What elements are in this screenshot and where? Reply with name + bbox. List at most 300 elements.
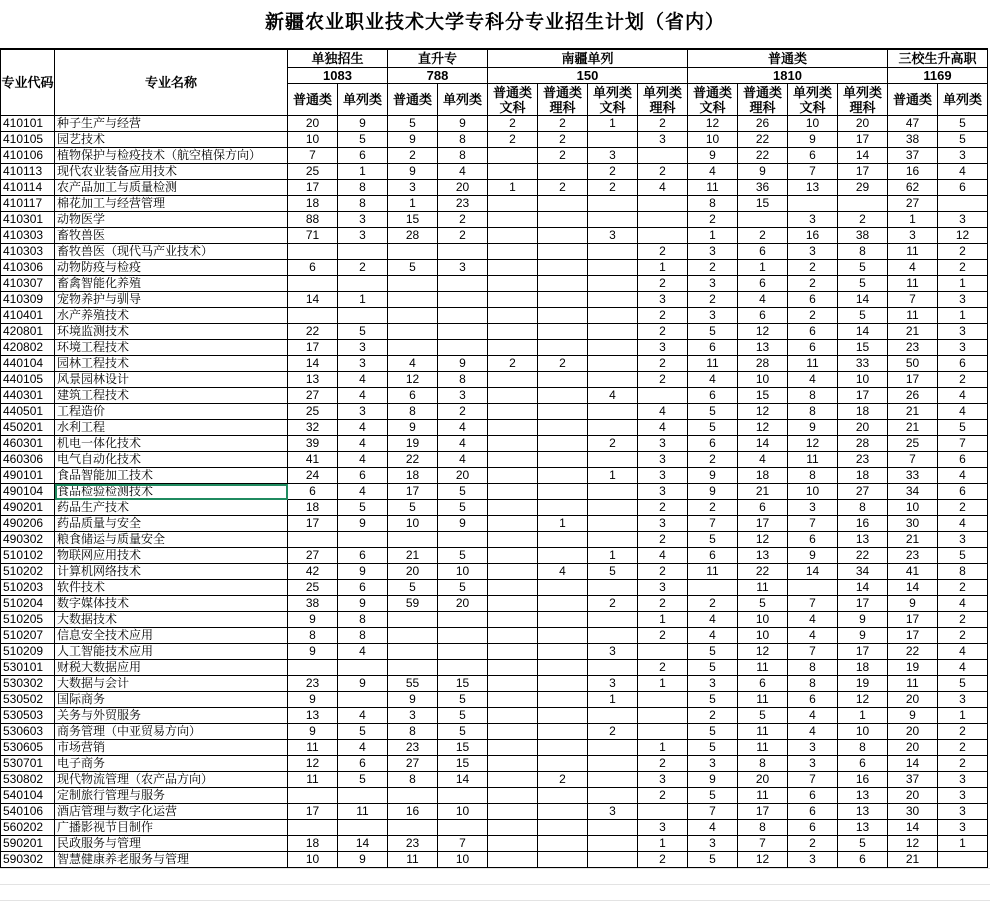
value-cell[interactable]: 4 bbox=[638, 404, 688, 420]
value-cell[interactable] bbox=[538, 276, 588, 292]
value-cell[interactable]: 8 bbox=[388, 724, 438, 740]
value-cell[interactable] bbox=[388, 628, 438, 644]
value-cell[interactable]: 2 bbox=[538, 356, 588, 372]
value-cell[interactable] bbox=[488, 676, 538, 692]
major-code-cell[interactable]: 410309 bbox=[1, 292, 55, 308]
value-cell[interactable]: 11 bbox=[338, 804, 388, 820]
value-cell[interactable] bbox=[388, 788, 438, 804]
value-cell[interactable] bbox=[438, 244, 488, 260]
value-cell[interactable] bbox=[588, 404, 638, 420]
value-cell[interactable]: 2 bbox=[588, 164, 638, 180]
value-cell[interactable]: 5 bbox=[938, 676, 988, 692]
value-cell[interactable]: 7 bbox=[938, 436, 988, 452]
value-cell[interactable] bbox=[488, 196, 538, 212]
value-cell[interactable]: 8 bbox=[788, 660, 838, 676]
value-cell[interactable] bbox=[488, 772, 538, 788]
value-cell[interactable]: 6 bbox=[788, 788, 838, 804]
major-name-cell[interactable]: 园林工程技术 bbox=[55, 356, 288, 372]
value-cell[interactable] bbox=[938, 196, 988, 212]
value-cell[interactable]: 13 bbox=[788, 180, 838, 196]
value-cell[interactable]: 37 bbox=[888, 772, 938, 788]
value-cell[interactable] bbox=[538, 644, 588, 660]
major-code-cell[interactable]: 410306 bbox=[1, 260, 55, 276]
value-cell[interactable]: 2 bbox=[438, 404, 488, 420]
value-cell[interactable] bbox=[538, 308, 588, 324]
value-cell[interactable]: 9 bbox=[288, 612, 338, 628]
value-cell[interactable]: 7 bbox=[788, 644, 838, 660]
header-group[interactable]: 南疆单列 bbox=[488, 49, 688, 68]
value-cell[interactable] bbox=[488, 692, 538, 708]
value-cell[interactable]: 12 bbox=[738, 324, 788, 340]
value-cell[interactable] bbox=[488, 420, 538, 436]
major-name-cell[interactable]: 粮食储运与质量安全 bbox=[55, 532, 288, 548]
value-cell[interactable]: 2 bbox=[488, 132, 538, 148]
value-cell[interactable]: 2 bbox=[538, 148, 588, 164]
value-cell[interactable]: 17 bbox=[288, 516, 338, 532]
major-name-cell[interactable]: 环境监测技术 bbox=[55, 324, 288, 340]
value-cell[interactable]: 7 bbox=[688, 516, 738, 532]
value-cell[interactable] bbox=[488, 292, 538, 308]
value-cell[interactable]: 9 bbox=[338, 852, 388, 868]
value-cell[interactable]: 11 bbox=[388, 852, 438, 868]
value-cell[interactable]: 4 bbox=[338, 708, 388, 724]
value-cell[interactable]: 6 bbox=[938, 356, 988, 372]
value-cell[interactable] bbox=[588, 756, 638, 772]
value-cell[interactable]: 9 bbox=[338, 676, 388, 692]
value-cell[interactable]: 59 bbox=[388, 596, 438, 612]
value-cell[interactable]: 14 bbox=[838, 148, 888, 164]
value-cell[interactable] bbox=[438, 292, 488, 308]
value-cell[interactable] bbox=[538, 660, 588, 676]
value-cell[interactable]: 6 bbox=[788, 820, 838, 836]
value-cell[interactable]: 9 bbox=[788, 548, 838, 564]
value-cell[interactable]: 4 bbox=[938, 388, 988, 404]
value-cell[interactable]: 15 bbox=[438, 740, 488, 756]
major-name-cell[interactable]: 药品生产技术 bbox=[55, 500, 288, 516]
value-cell[interactable]: 5 bbox=[938, 420, 988, 436]
value-cell[interactable]: 2 bbox=[438, 212, 488, 228]
value-cell[interactable]: 39 bbox=[288, 436, 338, 452]
major-code-cell[interactable]: 460306 bbox=[1, 452, 55, 468]
value-cell[interactable] bbox=[488, 580, 538, 596]
value-cell[interactable]: 4 bbox=[438, 452, 488, 468]
value-cell[interactable]: 17 bbox=[838, 388, 888, 404]
value-cell[interactable]: 16 bbox=[838, 772, 888, 788]
value-cell[interactable]: 18 bbox=[288, 196, 338, 212]
header-group-total[interactable]: 788 bbox=[388, 68, 488, 84]
value-cell[interactable]: 8 bbox=[388, 404, 438, 420]
value-cell[interactable]: 7 bbox=[788, 164, 838, 180]
value-cell[interactable]: 12 bbox=[688, 116, 738, 132]
value-cell[interactable]: 3 bbox=[938, 532, 988, 548]
value-cell[interactable]: 5 bbox=[688, 724, 738, 740]
major-code-cell[interactable]: 410401 bbox=[1, 308, 55, 324]
value-cell[interactable]: 5 bbox=[338, 724, 388, 740]
value-cell[interactable] bbox=[588, 260, 638, 276]
value-cell[interactable] bbox=[488, 324, 538, 340]
major-name-cell[interactable]: 民政服务与管理 bbox=[55, 836, 288, 852]
value-cell[interactable]: 13 bbox=[288, 372, 338, 388]
major-code-cell[interactable]: 540106 bbox=[1, 804, 55, 820]
major-code-cell[interactable]: 530502 bbox=[1, 692, 55, 708]
value-cell[interactable]: 1 bbox=[938, 708, 988, 724]
value-cell[interactable]: 8 bbox=[788, 468, 838, 484]
major-name-cell[interactable]: 畜禽智能化养殖 bbox=[55, 276, 288, 292]
major-code-cell[interactable]: 540104 bbox=[1, 788, 55, 804]
value-cell[interactable]: 3 bbox=[788, 756, 838, 772]
value-cell[interactable]: 17 bbox=[838, 596, 888, 612]
value-cell[interactable]: 10 bbox=[788, 116, 838, 132]
value-cell[interactable]: 15 bbox=[838, 340, 888, 356]
value-cell[interactable]: 9 bbox=[688, 772, 738, 788]
value-cell[interactable]: 20 bbox=[288, 116, 338, 132]
value-cell[interactable]: 3 bbox=[638, 132, 688, 148]
major-code-cell[interactable]: 490302 bbox=[1, 532, 55, 548]
major-code-cell[interactable]: 410106 bbox=[1, 148, 55, 164]
major-code-cell[interactable]: 450201 bbox=[1, 420, 55, 436]
value-cell[interactable] bbox=[588, 484, 638, 500]
value-cell[interactable] bbox=[638, 804, 688, 820]
value-cell[interactable]: 3 bbox=[888, 228, 938, 244]
value-cell[interactable]: 5 bbox=[688, 420, 738, 436]
value-cell[interactable]: 16 bbox=[888, 164, 938, 180]
value-cell[interactable] bbox=[538, 724, 588, 740]
value-cell[interactable] bbox=[538, 468, 588, 484]
value-cell[interactable]: 20 bbox=[838, 116, 888, 132]
value-cell[interactable] bbox=[788, 580, 838, 596]
major-code-cell[interactable]: 530302 bbox=[1, 676, 55, 692]
major-code-cell[interactable]: 530503 bbox=[1, 708, 55, 724]
value-cell[interactable] bbox=[488, 260, 538, 276]
value-cell[interactable] bbox=[388, 820, 438, 836]
value-cell[interactable]: 9 bbox=[288, 644, 338, 660]
value-cell[interactable]: 29 bbox=[838, 180, 888, 196]
value-cell[interactable]: 4 bbox=[638, 420, 688, 436]
value-cell[interactable] bbox=[538, 612, 588, 628]
value-cell[interactable] bbox=[488, 804, 538, 820]
value-cell[interactable] bbox=[938, 852, 988, 868]
value-cell[interactable]: 4 bbox=[688, 628, 738, 644]
value-cell[interactable]: 8 bbox=[838, 500, 888, 516]
empty-grid-area[interactable] bbox=[0, 868, 990, 903]
header-subtype[interactable]: 普通类文科 bbox=[688, 84, 738, 116]
value-cell[interactable]: 4 bbox=[688, 612, 738, 628]
value-cell[interactable]: 50 bbox=[888, 356, 938, 372]
value-cell[interactable] bbox=[538, 164, 588, 180]
value-cell[interactable]: 12 bbox=[738, 852, 788, 868]
value-cell[interactable]: 14 bbox=[838, 292, 888, 308]
header-group-total[interactable]: 150 bbox=[488, 68, 688, 84]
value-cell[interactable]: 20 bbox=[438, 596, 488, 612]
major-name-cell[interactable]: 畜牧兽医 bbox=[55, 228, 288, 244]
value-cell[interactable]: 5 bbox=[388, 500, 438, 516]
major-code-cell[interactable]: 590302 bbox=[1, 852, 55, 868]
value-cell[interactable]: 2 bbox=[588, 180, 638, 196]
value-cell[interactable]: 36 bbox=[738, 180, 788, 196]
value-cell[interactable]: 11 bbox=[788, 356, 838, 372]
value-cell[interactable]: 9 bbox=[338, 596, 388, 612]
value-cell[interactable]: 11 bbox=[688, 356, 738, 372]
value-cell[interactable]: 6 bbox=[838, 756, 888, 772]
value-cell[interactable]: 1 bbox=[888, 212, 938, 228]
value-cell[interactable]: 3 bbox=[938, 212, 988, 228]
value-cell[interactable] bbox=[488, 836, 538, 852]
value-cell[interactable]: 12 bbox=[788, 436, 838, 452]
value-cell[interactable]: 21 bbox=[388, 548, 438, 564]
value-cell[interactable] bbox=[638, 148, 688, 164]
value-cell[interactable]: 2 bbox=[938, 260, 988, 276]
value-cell[interactable]: 3 bbox=[638, 580, 688, 596]
value-cell[interactable] bbox=[638, 228, 688, 244]
value-cell[interactable] bbox=[638, 388, 688, 404]
value-cell[interactable]: 2 bbox=[638, 164, 688, 180]
value-cell[interactable]: 6 bbox=[288, 484, 338, 500]
value-cell[interactable]: 23 bbox=[388, 740, 438, 756]
value-cell[interactable]: 14 bbox=[788, 564, 838, 580]
major-name-cell[interactable]: 商务管理（中亚贸易方向） bbox=[55, 724, 288, 740]
value-cell[interactable]: 20 bbox=[438, 180, 488, 196]
value-cell[interactable]: 5 bbox=[438, 692, 488, 708]
major-name-cell[interactable]: 财税大数据应用 bbox=[55, 660, 288, 676]
value-cell[interactable] bbox=[638, 196, 688, 212]
major-code-cell[interactable]: 510205 bbox=[1, 612, 55, 628]
value-cell[interactable]: 2 bbox=[488, 116, 538, 132]
value-cell[interactable] bbox=[438, 340, 488, 356]
value-cell[interactable]: 27 bbox=[838, 484, 888, 500]
value-cell[interactable]: 21 bbox=[888, 420, 938, 436]
value-cell[interactable]: 5 bbox=[688, 692, 738, 708]
value-cell[interactable]: 3 bbox=[688, 676, 738, 692]
value-cell[interactable]: 9 bbox=[338, 564, 388, 580]
value-cell[interactable]: 2 bbox=[638, 324, 688, 340]
value-cell[interactable]: 1 bbox=[338, 164, 388, 180]
value-cell[interactable]: 6 bbox=[938, 180, 988, 196]
value-cell[interactable]: 5 bbox=[688, 644, 738, 660]
value-cell[interactable]: 11 bbox=[888, 276, 938, 292]
value-cell[interactable]: 12 bbox=[388, 372, 438, 388]
value-cell[interactable]: 1 bbox=[588, 548, 638, 564]
major-name-cell[interactable]: 水产养殖技术 bbox=[55, 308, 288, 324]
value-cell[interactable] bbox=[538, 676, 588, 692]
major-name-cell[interactable]: 国际商务 bbox=[55, 692, 288, 708]
value-cell[interactable]: 4 bbox=[338, 452, 388, 468]
major-code-cell[interactable]: 440301 bbox=[1, 388, 55, 404]
value-cell[interactable]: 26 bbox=[738, 116, 788, 132]
major-code-cell[interactable]: 410117 bbox=[1, 196, 55, 212]
value-cell[interactable]: 71 bbox=[288, 228, 338, 244]
value-cell[interactable] bbox=[588, 452, 638, 468]
value-cell[interactable]: 10 bbox=[288, 132, 338, 148]
value-cell[interactable]: 12 bbox=[738, 404, 788, 420]
value-cell[interactable] bbox=[538, 484, 588, 500]
value-cell[interactable]: 3 bbox=[338, 404, 388, 420]
value-cell[interactable] bbox=[488, 788, 538, 804]
value-cell[interactable]: 8 bbox=[438, 372, 488, 388]
major-name-cell[interactable]: 市场营销 bbox=[55, 740, 288, 756]
major-name-cell[interactable]: 定制旅行管理与服务 bbox=[55, 788, 288, 804]
value-cell[interactable] bbox=[338, 692, 388, 708]
value-cell[interactable]: 33 bbox=[838, 356, 888, 372]
value-cell[interactable]: 14 bbox=[888, 756, 938, 772]
value-cell[interactable]: 21 bbox=[738, 484, 788, 500]
value-cell[interactable] bbox=[588, 532, 638, 548]
value-cell[interactable]: 2 bbox=[688, 212, 738, 228]
value-cell[interactable]: 9 bbox=[288, 692, 338, 708]
value-cell[interactable]: 3 bbox=[938, 292, 988, 308]
value-cell[interactable] bbox=[488, 388, 538, 404]
value-cell[interactable]: 6 bbox=[788, 324, 838, 340]
value-cell[interactable]: 25 bbox=[288, 404, 338, 420]
value-cell[interactable] bbox=[538, 628, 588, 644]
value-cell[interactable]: 14 bbox=[338, 836, 388, 852]
major-name-cell[interactable]: 现代农业装备应用技术 bbox=[55, 164, 288, 180]
value-cell[interactable] bbox=[488, 644, 538, 660]
value-cell[interactable]: 6 bbox=[788, 692, 838, 708]
value-cell[interactable]: 7 bbox=[288, 148, 338, 164]
value-cell[interactable]: 4 bbox=[438, 420, 488, 436]
value-cell[interactable]: 17 bbox=[288, 180, 338, 196]
value-cell[interactable]: 30 bbox=[888, 516, 938, 532]
value-cell[interactable] bbox=[488, 404, 538, 420]
value-cell[interactable]: 30 bbox=[888, 804, 938, 820]
value-cell[interactable]: 11 bbox=[738, 660, 788, 676]
value-cell[interactable]: 2 bbox=[588, 724, 638, 740]
value-cell[interactable]: 3 bbox=[638, 820, 688, 836]
value-cell[interactable] bbox=[588, 308, 638, 324]
value-cell[interactable]: 16 bbox=[388, 804, 438, 820]
major-code-cell[interactable]: 510207 bbox=[1, 628, 55, 644]
header-subtype[interactable]: 普通类 bbox=[288, 84, 338, 116]
value-cell[interactable] bbox=[588, 340, 638, 356]
value-cell[interactable]: 2 bbox=[638, 628, 688, 644]
value-cell[interactable] bbox=[388, 612, 438, 628]
value-cell[interactable] bbox=[538, 404, 588, 420]
value-cell[interactable]: 2 bbox=[788, 836, 838, 852]
value-cell[interactable]: 12 bbox=[738, 644, 788, 660]
value-cell[interactable] bbox=[538, 804, 588, 820]
value-cell[interactable] bbox=[488, 452, 538, 468]
value-cell[interactable] bbox=[588, 740, 638, 756]
value-cell[interactable]: 22 bbox=[388, 452, 438, 468]
value-cell[interactable]: 42 bbox=[288, 564, 338, 580]
value-cell[interactable]: 5 bbox=[738, 596, 788, 612]
value-cell[interactable] bbox=[588, 580, 638, 596]
value-cell[interactable]: 5 bbox=[838, 836, 888, 852]
value-cell[interactable]: 17 bbox=[838, 132, 888, 148]
value-cell[interactable]: 9 bbox=[688, 484, 738, 500]
value-cell[interactable]: 3 bbox=[638, 452, 688, 468]
value-cell[interactable]: 2 bbox=[938, 628, 988, 644]
value-cell[interactable]: 5 bbox=[438, 500, 488, 516]
major-code-cell[interactable]: 530605 bbox=[1, 740, 55, 756]
major-code-cell[interactable]: 410113 bbox=[1, 164, 55, 180]
value-cell[interactable] bbox=[488, 228, 538, 244]
value-cell[interactable] bbox=[588, 852, 638, 868]
value-cell[interactable] bbox=[638, 708, 688, 724]
value-cell[interactable] bbox=[538, 548, 588, 564]
value-cell[interactable]: 3 bbox=[438, 388, 488, 404]
value-cell[interactable]: 9 bbox=[888, 708, 938, 724]
value-cell[interactable]: 15 bbox=[438, 756, 488, 772]
value-cell[interactable]: 9 bbox=[438, 116, 488, 132]
value-cell[interactable]: 12 bbox=[738, 532, 788, 548]
value-cell[interactable]: 3 bbox=[688, 756, 738, 772]
value-cell[interactable]: 12 bbox=[888, 836, 938, 852]
value-cell[interactable]: 6 bbox=[788, 340, 838, 356]
value-cell[interactable] bbox=[588, 292, 638, 308]
value-cell[interactable]: 2 bbox=[738, 228, 788, 244]
value-cell[interactable]: 6 bbox=[938, 484, 988, 500]
value-cell[interactable]: 88 bbox=[288, 212, 338, 228]
value-cell[interactable] bbox=[488, 708, 538, 724]
value-cell[interactable]: 2 bbox=[788, 308, 838, 324]
value-cell[interactable]: 22 bbox=[288, 324, 338, 340]
value-cell[interactable]: 8 bbox=[838, 244, 888, 260]
value-cell[interactable]: 17 bbox=[288, 340, 338, 356]
value-cell[interactable] bbox=[538, 740, 588, 756]
value-cell[interactable]: 2 bbox=[638, 244, 688, 260]
value-cell[interactable]: 11 bbox=[888, 244, 938, 260]
value-cell[interactable]: 27 bbox=[888, 196, 938, 212]
value-cell[interactable]: 19 bbox=[888, 660, 938, 676]
value-cell[interactable] bbox=[588, 516, 638, 532]
value-cell[interactable]: 4 bbox=[538, 564, 588, 580]
header-subtype[interactable]: 单列类 bbox=[438, 84, 488, 116]
value-cell[interactable]: 4 bbox=[888, 260, 938, 276]
value-cell[interactable]: 12 bbox=[838, 692, 888, 708]
value-cell[interactable] bbox=[488, 516, 538, 532]
value-cell[interactable]: 9 bbox=[838, 612, 888, 628]
value-cell[interactable]: 5 bbox=[388, 580, 438, 596]
major-code-cell[interactable]: 490206 bbox=[1, 516, 55, 532]
value-cell[interactable]: 17 bbox=[288, 804, 338, 820]
value-cell[interactable]: 8 bbox=[738, 756, 788, 772]
value-cell[interactable]: 8 bbox=[338, 196, 388, 212]
value-cell[interactable]: 8 bbox=[288, 628, 338, 644]
value-cell[interactable]: 5 bbox=[338, 324, 388, 340]
value-cell[interactable]: 14 bbox=[738, 436, 788, 452]
value-cell[interactable] bbox=[538, 692, 588, 708]
value-cell[interactable]: 2 bbox=[688, 292, 738, 308]
value-cell[interactable]: 7 bbox=[788, 596, 838, 612]
value-cell[interactable]: 4 bbox=[438, 164, 488, 180]
value-cell[interactable] bbox=[588, 196, 638, 212]
value-cell[interactable]: 16 bbox=[838, 516, 888, 532]
value-cell[interactable]: 5 bbox=[438, 484, 488, 500]
value-cell[interactable]: 4 bbox=[938, 596, 988, 612]
value-cell[interactable]: 2 bbox=[788, 260, 838, 276]
value-cell[interactable] bbox=[438, 276, 488, 292]
value-cell[interactable]: 6 bbox=[288, 260, 338, 276]
value-cell[interactable] bbox=[538, 852, 588, 868]
value-cell[interactable] bbox=[338, 820, 388, 836]
value-cell[interactable]: 6 bbox=[688, 388, 738, 404]
value-cell[interactable]: 6 bbox=[738, 676, 788, 692]
value-cell[interactable] bbox=[338, 660, 388, 676]
value-cell[interactable]: 1 bbox=[938, 836, 988, 852]
value-cell[interactable] bbox=[488, 548, 538, 564]
value-cell[interactable]: 11 bbox=[688, 180, 738, 196]
value-cell[interactable]: 3 bbox=[638, 516, 688, 532]
value-cell[interactable] bbox=[588, 612, 638, 628]
value-cell[interactable] bbox=[588, 244, 638, 260]
value-cell[interactable]: 10 bbox=[738, 628, 788, 644]
value-cell[interactable] bbox=[438, 788, 488, 804]
value-cell[interactable] bbox=[788, 196, 838, 212]
major-name-cell[interactable]: 机电一体化技术 bbox=[55, 436, 288, 452]
value-cell[interactable]: 14 bbox=[438, 772, 488, 788]
value-cell[interactable] bbox=[288, 788, 338, 804]
